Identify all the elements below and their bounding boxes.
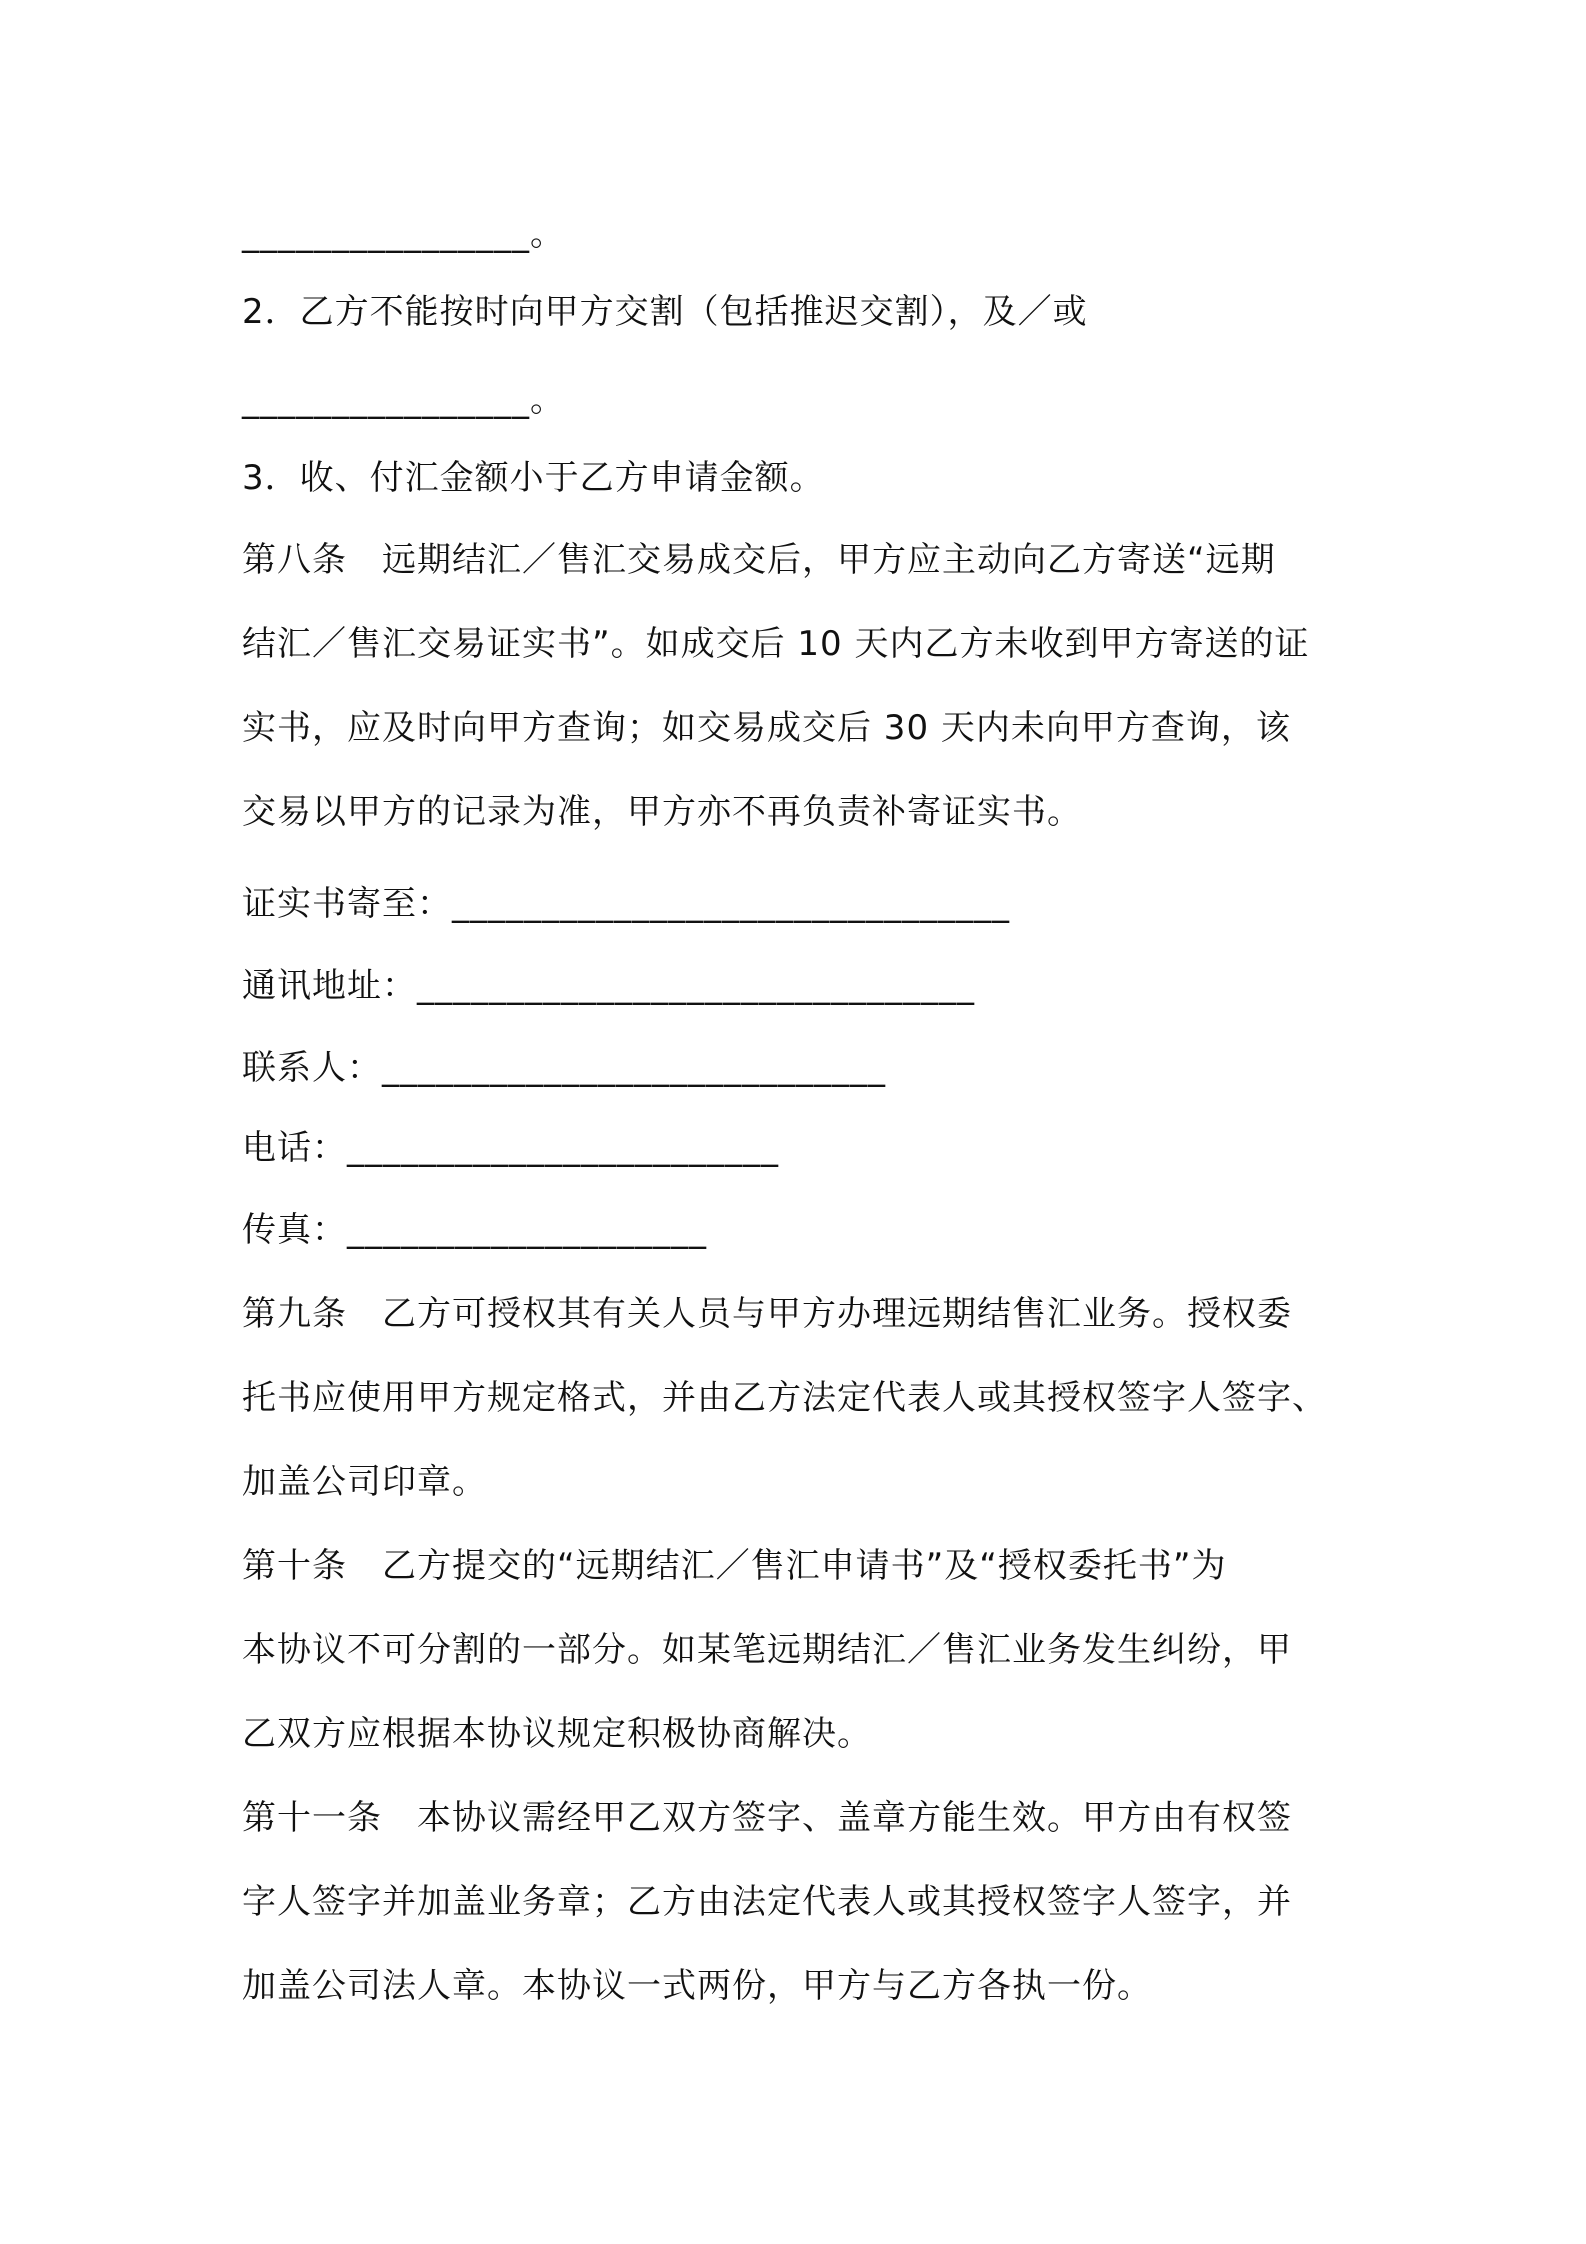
field-mailing-address: 通讯地址：_______________________________	[242, 966, 975, 1006]
article-9-line: 第九条 乙方可授权其有关人员与甲方办理远期结售汇业务。授权委	[242, 1294, 1292, 1334]
blank-fill-line: ________________。	[242, 214, 565, 254]
field-fax: 传真：____________________	[242, 1210, 707, 1250]
article-8-line: 第八条 远期结汇／售汇交易成交后，甲方应主动向乙方寄送“远期	[242, 540, 1276, 580]
blank-fill-line: ________________。	[242, 380, 565, 420]
clause-item-3: 3．收、付汇金额小于乙方申请金额。	[242, 458, 825, 498]
article-11-line: 第十一条 本协议需经甲乙双方签字、盖章方能生效。甲方由有权签	[242, 1798, 1292, 1838]
article-10-line: 乙双方应根据本协议规定积极协商解决。	[242, 1714, 872, 1754]
article-8-line: 结汇／售汇交易证实书”。如成交后 10 天内乙方未收到甲方寄送的证	[242, 624, 1310, 664]
article-10-line: 第十条 乙方提交的“远期结汇／售汇申请书”及“授权委托书”为	[242, 1546, 1227, 1586]
field-contact-person: 联系人：____________________________	[242, 1048, 886, 1088]
article-11-line: 字人签字并加盖业务章；乙方由法定代表人或其授权签字人签字，并	[242, 1882, 1292, 1922]
article-11-line: 加盖公司法人章。本协议一式两份，甲方与乙方各执一份。	[242, 1966, 1152, 2006]
clause-item-2: 2．乙方不能按时向甲方交割（包括推迟交割），及／或	[242, 292, 1088, 332]
article-9-line: 托书应使用甲方规定格式，并由乙方法定代表人或其授权签字人签字、	[242, 1378, 1327, 1418]
article-9-line: 加盖公司印章。	[242, 1462, 487, 1502]
field-certificate-address: 证实书寄至：_______________________________	[242, 884, 1010, 924]
field-phone: 电话：________________________	[242, 1128, 779, 1168]
article-8-line: 实书，应及时向甲方查询；如交易成交后 30 天内未向甲方查询，该	[242, 708, 1291, 748]
article-8-line: 交易以甲方的记录为准，甲方亦不再负责补寄证实书。	[242, 792, 1082, 832]
article-10-line: 本协议不可分割的一部分。如某笔远期结汇／售汇业务发生纠纷，甲	[242, 1630, 1292, 1670]
